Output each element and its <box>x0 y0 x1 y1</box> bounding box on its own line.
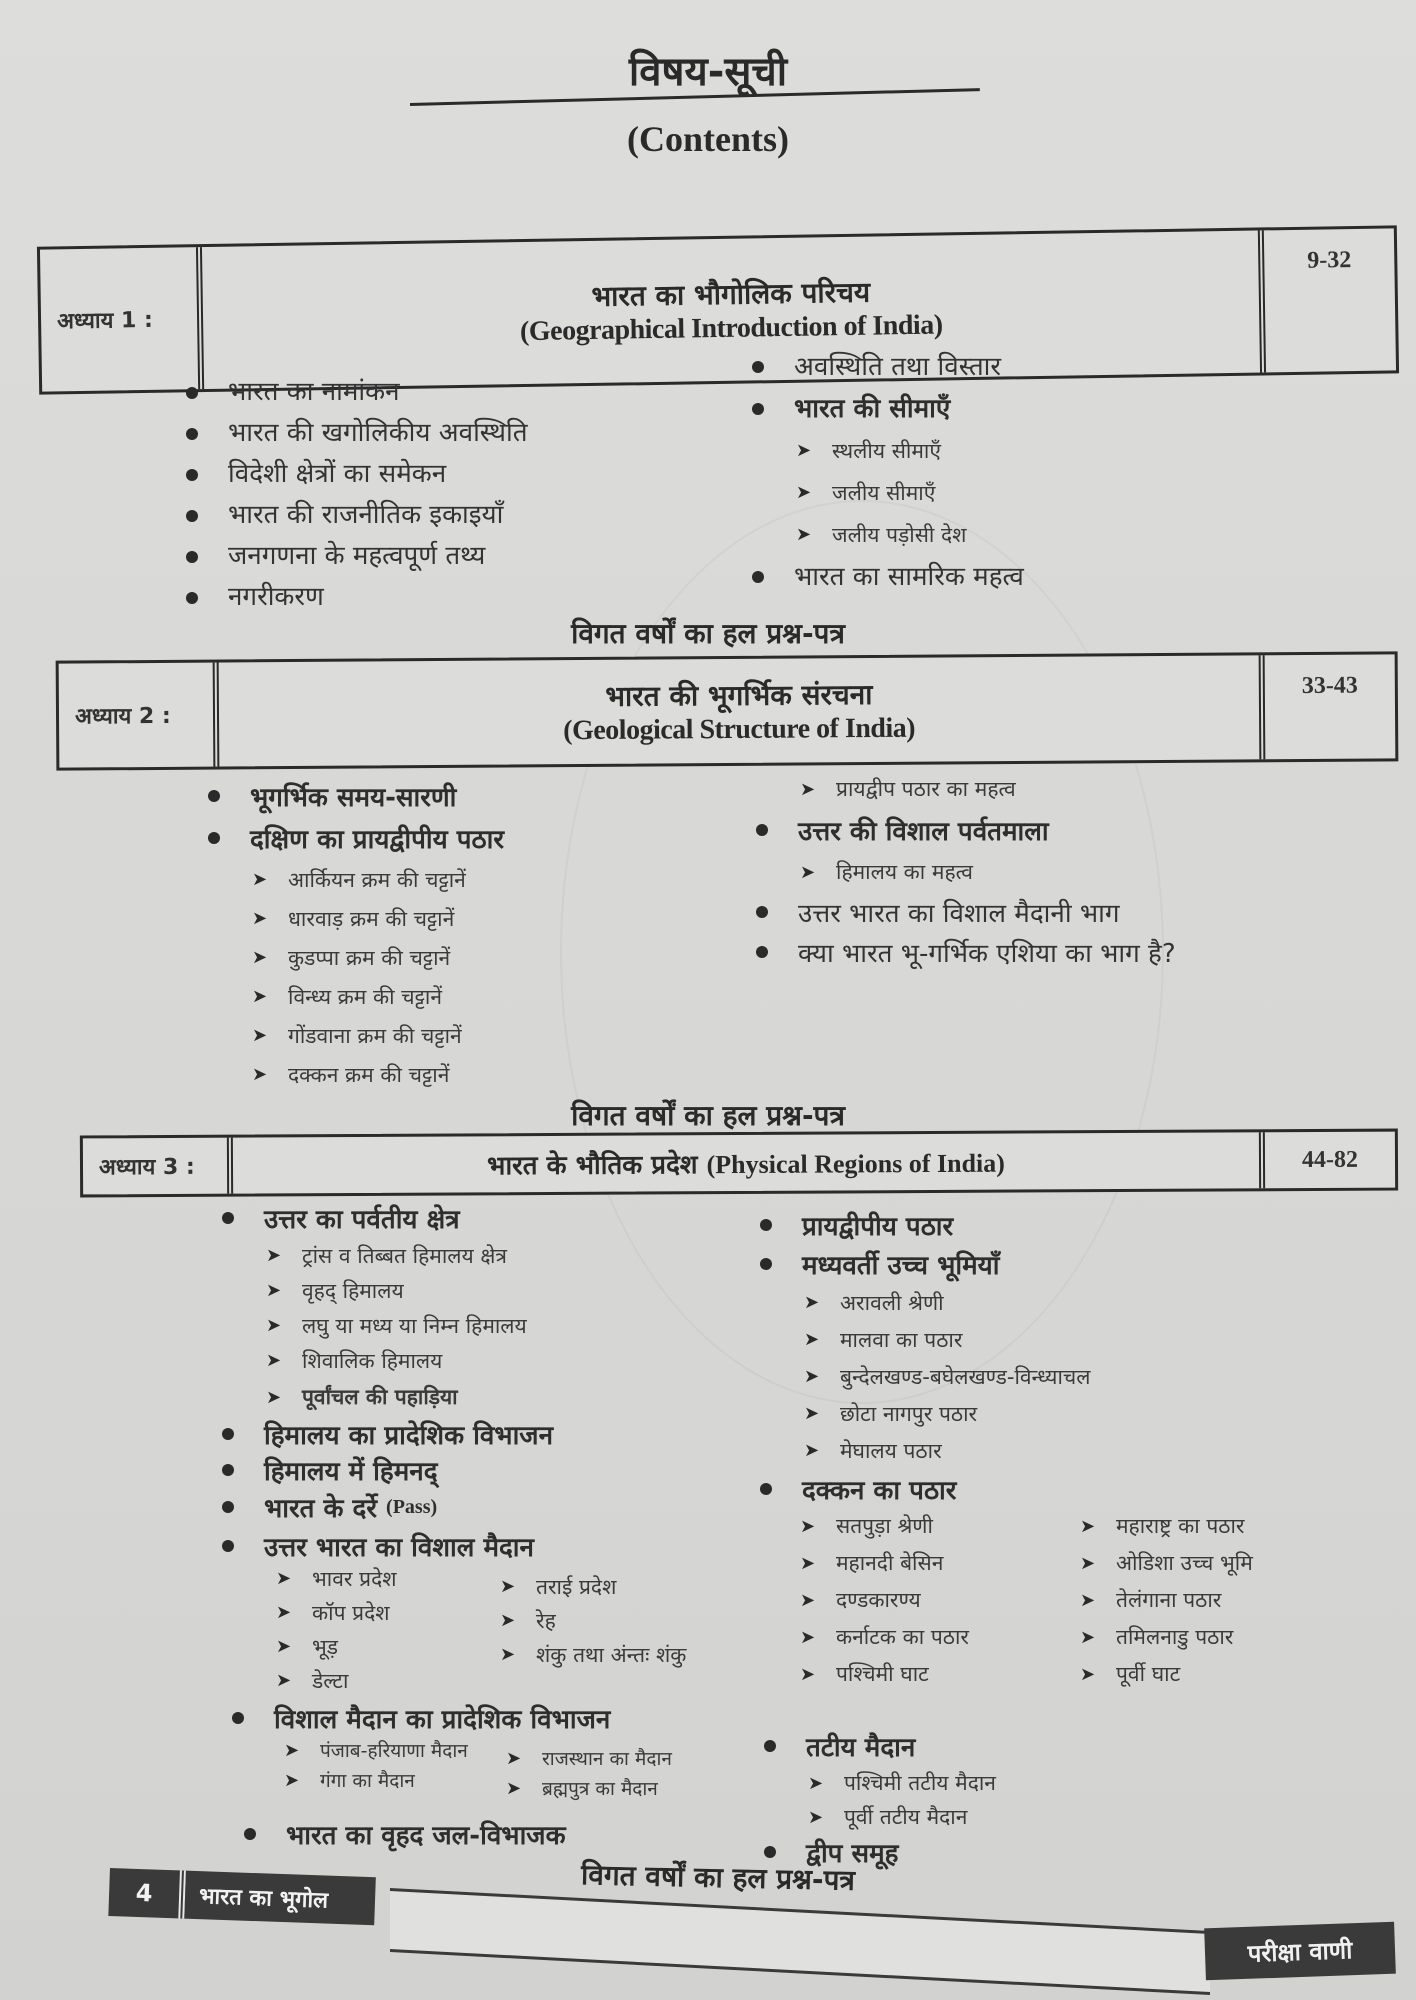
chapter-title-hindi: भारत के भौतिक प्रदेश <box>487 1150 698 1182</box>
subtopic-item[interactable]: ➤ हिमालय का महत्व <box>800 860 973 884</box>
topic-item[interactable]: प्रायद्वीपीय पठार <box>760 1206 1090 1244</box>
chapter-3-header[interactable] <box>80 1129 1398 1198</box>
subtopic-item[interactable]: ➤ मालवा का पठार <box>804 1327 963 1352</box>
arrow-icon: ➤ <box>800 861 816 883</box>
subtopic-item[interactable]: ➤ ब्रह्मपुत्र का मैदान <box>506 1774 672 1804</box>
subtopic-item[interactable]: ➤ गोंडवाना क्रम की चट्टानें <box>252 1023 462 1048</box>
subtopic-item[interactable]: ➤ आर्कियन क्रम की चट्टानें <box>252 867 466 892</box>
subtopic-item[interactable]: ➤ मेघालय पठार <box>804 1438 942 1463</box>
topic-item[interactable]: दक्कन का पठार <box>760 1469 1090 1509</box>
bullet-icon <box>186 428 198 440</box>
subtopic-item[interactable]: ➤ ओडिशा उच्च भूमि <box>1080 1545 1253 1582</box>
arrow-icon: ➤ <box>266 1280 282 1301</box>
bullet-icon <box>186 469 198 481</box>
subtopic-item[interactable]: ➤ राजस्थान का मैदान <box>506 1744 672 1774</box>
bullet-icon <box>186 551 198 563</box>
subtopic-item[interactable]: ➤ जलीय पड़ोसी देश <box>752 514 1024 556</box>
subtopic-item[interactable]: ➤ तेलंगाना पठार <box>1080 1582 1253 1619</box>
topic-item[interactable]: हिमालय का प्रादेशिक विभाजन <box>222 1416 553 1452</box>
topic-item[interactable]: विदेशी क्षेत्रों का समेकन <box>186 454 528 495</box>
bullet-icon <box>752 361 764 373</box>
topic-item[interactable]: अवस्थिति तथा विस्तार <box>752 346 1024 388</box>
chapter-page-range: 9-32 <box>1307 247 1352 274</box>
topic-item[interactable]: भारत का नामांकन <box>186 372 528 413</box>
arrow-icon: ➤ <box>506 1748 522 1769</box>
arrow-icon: ➤ <box>800 1627 816 1648</box>
solved-papers-link[interactable]: विगत वर्षों का हल प्रश्न-पत्र <box>571 1099 845 1132</box>
subtopic-item[interactable]: ➤ पश्चिमी तटीय मैदान <box>808 1771 996 1795</box>
subtopic-item[interactable]: ➤ शंकु तथा अंन्तः शंकु <box>500 1638 686 1672</box>
arrow-icon: ➤ <box>252 1025 268 1046</box>
bullet-icon <box>222 1464 234 1476</box>
solved-papers-link[interactable]: विगत वर्षों का हल प्रश्न-पत्र <box>580 1858 856 1897</box>
subtopic-item[interactable]: ➤ पश्चिमी घाट <box>800 1656 969 1693</box>
footer-left <box>108 1868 376 1925</box>
topic-item[interactable]: विशाल मैदान का प्रादेशिक विभाजन <box>232 1700 610 1736</box>
subtopic-item[interactable]: ➤ पूर्वांचल की पहाड़िया <box>266 1385 458 1409</box>
arrow-icon: ➤ <box>804 1403 820 1424</box>
subtopic-item[interactable]: ➤ प्रायद्वीप पठार का महत्व <box>800 777 1016 801</box>
arrow-icon: ➤ <box>800 778 816 800</box>
bullet-icon <box>764 1740 776 1752</box>
chapter-3-right-topics <box>760 1206 1090 1509</box>
arrow-icon: ➤ <box>252 986 268 1007</box>
arrow-icon: ➤ <box>266 1350 282 1371</box>
arrow-icon: ➤ <box>804 1329 820 1350</box>
arrow-icon: ➤ <box>506 1778 522 1799</box>
book-title: भारत का भूगोल <box>184 1871 376 1926</box>
topic-item[interactable]: भारत की राजनीतिक इकाइयाँ <box>186 495 528 536</box>
chapter-1-right-topics <box>752 346 1024 598</box>
arrow-icon: ➤ <box>804 1292 820 1313</box>
subtopic-item[interactable]: ➤ विन्ध्य क्रम की चट्टानें <box>252 984 442 1009</box>
arrow-icon: ➤ <box>808 1772 824 1794</box>
chapter-title <box>233 1132 1265 1193</box>
page-title: विषय-सूची <box>628 49 788 95</box>
bullet-icon <box>752 571 764 583</box>
topic-item[interactable]: भारत का वृहद जल-विभाजक <box>244 1816 566 1852</box>
chapter-2-header[interactable] <box>56 651 1399 770</box>
chapter-1-header[interactable] <box>37 225 1399 394</box>
arrow-icon: ➤ <box>500 1576 516 1597</box>
topic-item[interactable]: भूगर्भिक समय-सारणी <box>208 776 504 816</box>
arrow-icon: ➤ <box>796 440 812 461</box>
arrow-icon: ➤ <box>808 1806 824 1828</box>
subtopic-item[interactable]: ➤ रेह <box>500 1604 686 1638</box>
north-plains-subtopics-col2 <box>500 1570 686 1672</box>
bullet-icon <box>756 946 768 958</box>
subtopic-item[interactable]: ➤ ट्रांस व तिब्बत हिमालय क्षेत्र <box>266 1243 508 1268</box>
footer-band <box>390 1888 1210 1995</box>
arrow-icon: ➤ <box>266 1245 282 1266</box>
subtopic-item[interactable]: ➤ छोटा नागपुर पठार <box>804 1401 978 1426</box>
arrow-icon: ➤ <box>266 1315 282 1336</box>
bullet-icon <box>756 906 768 918</box>
arrow-icon: ➤ <box>804 1440 820 1461</box>
topic-item[interactable]: भारत की सीमाएँ <box>752 388 1024 430</box>
bullet-icon <box>756 824 768 836</box>
topic-item[interactable]: तटीय मैदान <box>764 1726 996 1766</box>
bullet-icon <box>232 1712 244 1724</box>
subtopic-item[interactable]: ➤ दक्कन क्रम की चट्टानें <box>252 1062 450 1087</box>
chapter-3-left-topics-last <box>244 1816 566 1852</box>
arrow-icon: ➤ <box>796 482 812 503</box>
page-number: 4 <box>108 1868 186 1919</box>
chapter-title-english: (Geographical Introduction of India) <box>519 309 943 348</box>
page-subtitle: (Contents) <box>627 119 789 159</box>
deccan-subtopics-col1 <box>800 1508 969 1693</box>
arrow-icon: ➤ <box>800 1553 816 1574</box>
chapter-2-left-topics <box>208 776 504 1094</box>
chapter-page-range: 44-82 <box>1301 1146 1359 1173</box>
bullet-icon <box>186 387 198 399</box>
arrow-icon: ➤ <box>266 1386 282 1408</box>
subtopic-item[interactable]: ➤ अरावली श्रेणी <box>804 1290 944 1315</box>
topic-item[interactable]: नगरीकरण <box>186 577 528 618</box>
bullet-icon <box>222 1501 234 1513</box>
subtopic-item[interactable]: ➤ दण्डकारण्य <box>800 1582 969 1619</box>
subtopic-item[interactable]: ➤ तराई प्रदेश <box>500 1570 686 1604</box>
arrow-icon: ➤ <box>284 1740 300 1761</box>
topic-item[interactable]: भारत के दर्रे (Pass) <box>222 1488 553 1526</box>
arrow-icon: ➤ <box>252 908 268 929</box>
bullet-icon <box>244 1828 256 1840</box>
topic-item[interactable]: उत्तर भारत का विशाल मैदानी भाग <box>756 892 1176 932</box>
arrow-icon: ➤ <box>284 1770 300 1791</box>
subtopic-item[interactable]: ➤ शिवालिक हिमालय <box>266 1348 443 1373</box>
subtopic-item[interactable]: ➤ तमिलनाडु पठार <box>1080 1619 1253 1656</box>
regional-division-subtopics-col1 <box>284 1736 468 1796</box>
arrow-icon: ➤ <box>800 1664 816 1685</box>
topic-item[interactable]: भारत का सामरिक महत्व <box>752 556 1024 598</box>
arrow-icon: ➤ <box>500 1644 516 1665</box>
topic-item[interactable]: हिमालय में हिमनद् <box>222 1452 553 1488</box>
subtopic-item[interactable]: ➤ लघु या मध्य या निम्न हिमालय <box>266 1313 527 1338</box>
topic-item[interactable]: क्या भारत भू-गर्भिक एशिया का भाग है? <box>756 932 1176 972</box>
subtopic-item[interactable]: ➤ कुडप्पा क्रम की चट्टानें <box>252 945 451 970</box>
arrow-icon: ➤ <box>252 869 268 890</box>
bullet-icon <box>186 592 198 604</box>
bullet-icon <box>764 1846 776 1858</box>
subtopic-item[interactable]: ➤ जलीय सीमाएँ <box>752 472 1024 514</box>
bullet-icon <box>222 1212 234 1224</box>
subtopic-item[interactable]: ➤ बुन्देलखण्ड-बघेलखण्ड-विन्ध्याचल <box>804 1364 1091 1389</box>
arrow-icon: ➤ <box>276 1568 292 1589</box>
chapter-1-left-topics <box>186 372 528 618</box>
chapter-title-english: (Geological Structure of India) <box>563 712 916 747</box>
deccan-subtopics-col2 <box>1080 1508 1253 1693</box>
chapter-label: अध्याय 3 : <box>83 1138 233 1195</box>
topic-item[interactable]: उत्तर की विशाल पर्वतमाला <box>756 808 1176 852</box>
bullet-icon <box>186 510 198 522</box>
subtopic-item[interactable]: ➤ धारवाड़ क्रम की चट्टानें <box>252 906 455 931</box>
topic-item[interactable]: मध्यवर्ती उच्च भूमियाँ <box>760 1244 1090 1284</box>
chapter-2-right-topics <box>756 770 1176 972</box>
subtopic-item[interactable]: ➤ कर्नाटक का पठार <box>800 1619 969 1656</box>
chapter-title-hindi: भारत की भूगर्भिक संरचना <box>605 677 873 713</box>
topic-item[interactable]: उत्तर भारत का विशाल मैदान <box>222 1526 553 1566</box>
arrow-icon: ➤ <box>1080 1516 1096 1537</box>
chapter-page-range: 33-43 <box>1301 672 1358 699</box>
bullet-icon <box>208 832 220 844</box>
subtopic-item[interactable]: ➤ महानदी बेसिन <box>800 1545 969 1582</box>
arrow-icon: ➤ <box>1080 1664 1096 1685</box>
regional-division-subtopics-col2 <box>506 1744 672 1804</box>
arrow-icon: ➤ <box>276 1636 292 1657</box>
topic-item[interactable]: दक्षिण का प्रायद्वीपीय पठार <box>208 816 504 860</box>
chapter-label: अध्याय 2 : <box>59 663 220 768</box>
arrow-icon: ➤ <box>276 1670 292 1691</box>
subtopic-item[interactable]: ➤ भावर प्रदेश <box>276 1562 397 1596</box>
arrow-icon: ➤ <box>1080 1627 1096 1648</box>
chapter-title-hindi: भारत का भौगोलिक परिचय <box>591 275 871 313</box>
arrow-icon: ➤ <box>276 1602 292 1623</box>
arrow-icon: ➤ <box>1080 1590 1096 1611</box>
chapter-title <box>219 655 1266 766</box>
arrow-icon: ➤ <box>800 1516 816 1537</box>
bullet-icon <box>760 1219 772 1231</box>
subtopic-item[interactable]: ➤ गंगा का मैदान <box>284 1766 468 1796</box>
chapter-3-right-topics-lower <box>764 1726 996 1870</box>
arrow-icon: ➤ <box>796 524 812 545</box>
solved-papers-link[interactable]: विगत वर्षों का हल प्रश्न-पत्र <box>571 617 845 650</box>
subtopic-item[interactable]: ➤ सतपुड़ा श्रेणी <box>800 1508 969 1545</box>
bullet-icon <box>752 403 764 415</box>
arrow-icon: ➤ <box>252 947 268 968</box>
subtopic-item[interactable]: ➤ स्थलीय सीमाएँ <box>752 430 1024 472</box>
arrow-icon: ➤ <box>800 1590 816 1611</box>
topic-item[interactable]: जनगणना के महत्वपूर्ण तथ्य <box>186 536 528 577</box>
arrow-icon: ➤ <box>804 1366 820 1387</box>
arrow-icon: ➤ <box>1080 1553 1096 1574</box>
subtopic-item[interactable]: ➤ वृहद् हिमालय <box>266 1278 404 1303</box>
topic-item[interactable]: द्वीप समूह <box>764 1834 996 1870</box>
north-plains-subtopics-col1 <box>276 1562 397 1698</box>
subtopic-item[interactable]: ➤ पंजाब-हरियाणा मैदान <box>284 1736 468 1766</box>
subtopic-item[interactable]: ➤ कॉप प्रदेश <box>276 1596 397 1630</box>
chapter-label: अध्याय 1 : <box>40 247 204 392</box>
publisher-label: परीक्षा वाणी <box>1204 1922 1396 1981</box>
arrow-icon: ➤ <box>252 1064 268 1085</box>
bullet-icon <box>760 1258 772 1270</box>
bullet-icon <box>208 790 220 802</box>
chapter-title-english: (Physical Regions of India) <box>706 1148 1005 1180</box>
chapter-3-left-topics-lower <box>232 1700 610 1736</box>
subtopic-item[interactable]: ➤ भूड़ <box>276 1630 397 1664</box>
topic-item[interactable]: भारत की खगोलिकीय अवस्थिति <box>186 413 528 454</box>
bullet-icon <box>760 1483 772 1495</box>
chapter-title <box>202 230 1266 389</box>
topic-item[interactable]: उत्तर का पर्वतीय क्षेत्र <box>222 1198 553 1238</box>
bullet-icon <box>222 1540 234 1552</box>
subtopic-item[interactable]: ➤ पूर्वी तटीय मैदान <box>808 1805 968 1829</box>
subtopic-item[interactable]: ➤ डेल्टा <box>276 1664 397 1698</box>
bullet-icon <box>222 1428 234 1440</box>
chapter-3-left-topics <box>222 1198 553 1566</box>
subtopic-item[interactable]: ➤ महाराष्ट्र का पठार <box>1080 1508 1253 1545</box>
arrow-icon: ➤ <box>500 1610 516 1631</box>
subtopic-item[interactable]: ➤ पूर्वी घाट <box>1080 1656 1253 1693</box>
